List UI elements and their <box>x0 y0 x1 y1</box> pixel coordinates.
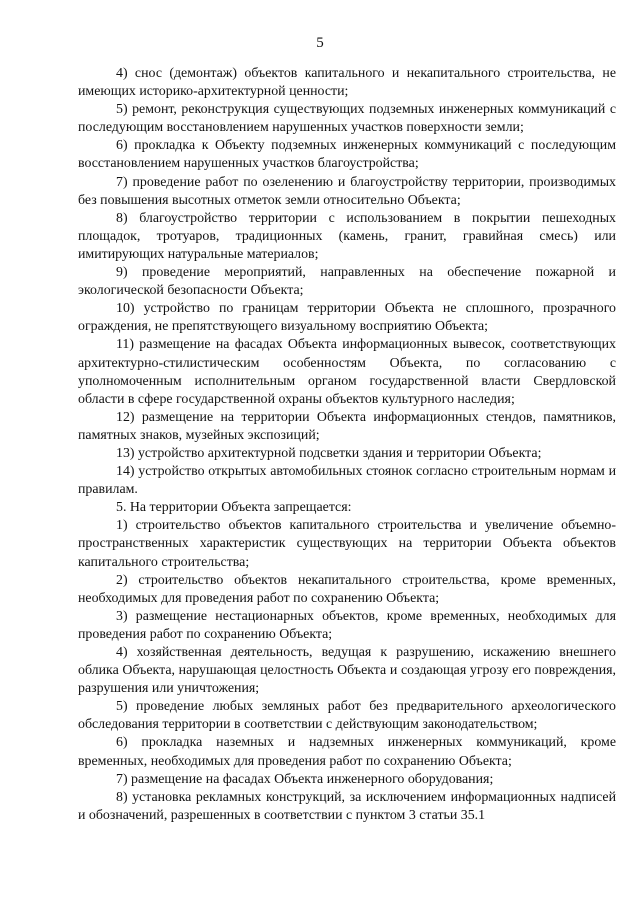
paragraph: 12) размещение на территории Объекта информационных стендов, памятников, памятных знаков, музейных экспозиций; <box>78 409 616 443</box>
paragraph: 1) строительство объектов капитального строительства и увеличение объемно-пространственных характеристик существующих на территории Объекта объектов капитального строительства; <box>78 518 616 570</box>
paragraph: 9) проведение мероприятий, направленных на обеспечение пожарной и экологической безопасности Объекта; <box>78 265 616 299</box>
paragraph: 4) снос (демонтаж) объектов капитального и некапитального строительства, не имеющих историко-архитектурной ценности; <box>78 66 616 100</box>
paragraph: 6) прокладка к Объекту подземных инженерных коммуникаций с последующим восстановлением нарушенных участков благоустройства; <box>78 138 616 172</box>
paragraph: 7) проведение работ по озеленению и благоустройству территории, производимых без повышения высотных отметок земли относительно Объекта; <box>78 174 616 208</box>
document-body <box>78 65 616 825</box>
paragraph: 10) устройство по границам территории Объекта не сплошного, прозрачного ограждения, не препятствующего визуальному восприятию Объекта; <box>78 301 616 335</box>
paragraph: 6) прокладка наземных и надземных инженерных коммуникаций, кроме временных, необходимых для проведения работ по сохранению Объекта; <box>78 735 616 769</box>
paragraph: 14) устройство открытых автомобильных стоянок согласно строительным нормам и правилам. <box>78 464 616 498</box>
paragraph: 13) устройство архитектурной подсветки здания и территории Объекта; <box>116 445 542 461</box>
section-heading: 5. На территории Объекта запрещается: <box>116 500 352 516</box>
paragraph: 8) благоустройство территории с использованием в покрытии пешеходных площадок, тротуаров, традиционных (камень, гранит, гравийная смесь) или имитирующих натуральные материалов; <box>78 210 616 262</box>
paragraph: 8) установка рекламных конструкций, за исключением информационных надписей и обозначений, разрешенных в соответствии с пунктом 3 статьи 35.1 <box>78 789 616 823</box>
paragraph: 11) размещение на фасадах Объекта информационных вывесок, соответствующих архитектурно-стилистическим особенностям Объекта, по согласованию с уполномоченным исполнительным органом государственной власти Свердловской области в сфере государственной охраны объектов культурного наследия; <box>78 337 616 407</box>
paragraph: 2) строительство объектов некапитального строительства, кроме временных, необходимых для проведения работ по сохранению Объекта; <box>78 572 616 606</box>
paragraph: 4) хозяйственная деятельность, ведущая к разрушению, искажению внешнего облика Объекта, нарушающая целостность Объекта и создающая угрозу его повреждения, разрушения или уничтожения; <box>78 645 616 697</box>
paragraph: 7) размещение на фасадах Объекта инженерного оборудования; <box>116 771 494 787</box>
paragraph: 5) проведение любых земляных работ без предварительного археологического обследования территории в соответствии с действующим законодательством; <box>78 699 616 733</box>
paragraph: 5) ремонт, реконструкция существующих подземных инженерных коммуникаций с последующим восстановлением нарушенных участков поверхности земли; <box>78 102 616 136</box>
page-number: 5 <box>316 35 324 51</box>
paragraph: 3) размещение нестационарных объектов, кроме временных, необходимых для проведения работ по сохранению Объекта; <box>78 608 616 642</box>
